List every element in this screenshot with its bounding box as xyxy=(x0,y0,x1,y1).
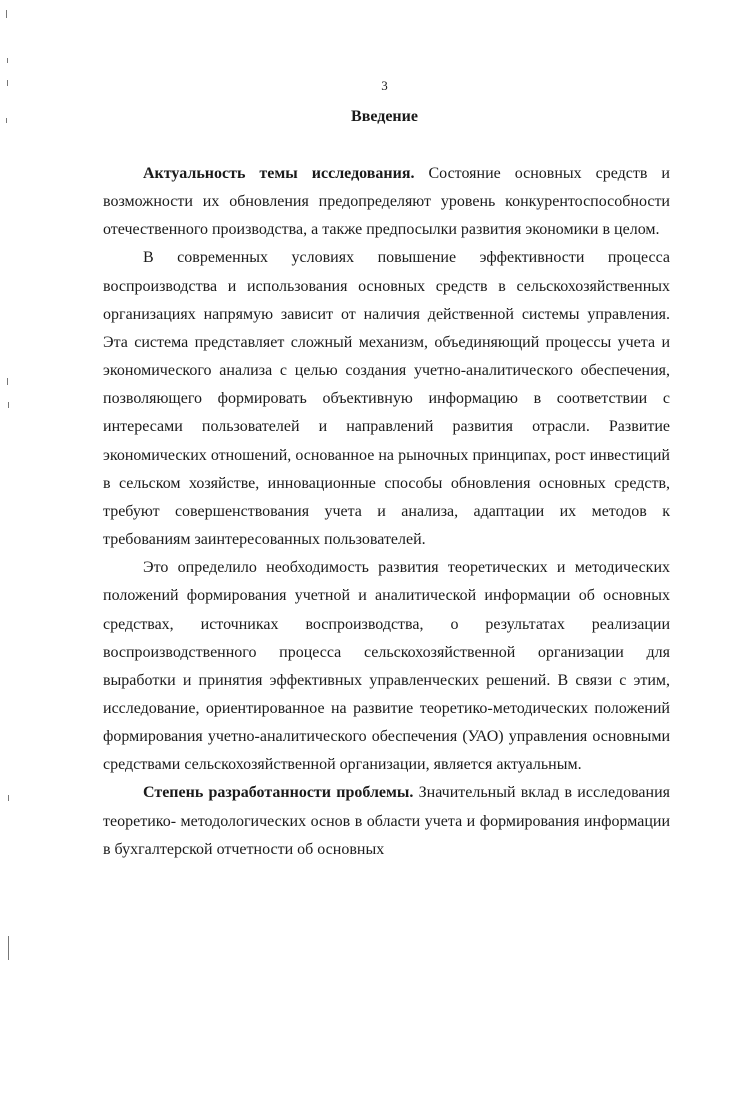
page-number: 3 xyxy=(381,78,388,93)
paragraph-text: Состояние основных средств и возможности их обновления предопределяют уровень конкурентоспособности отечественного производства, а также предпосылки развития экономики в целом. xyxy=(103,165,670,239)
paragraph-modern-conditions xyxy=(103,244,670,554)
paragraph-text: Это определило необходимость развития теоретических и методических положений формирования учетной и аналитической информации об основных средствах, источниках воспроизводства, о результатах реализации воспроизводственного процесса сельскохозяйственной организации для выработки и принятия эффективных управленческих решений. В связи с этим, исследование, ориентированное на развитие теоретико-методических положений формирования учетно-аналитического обеспечения (УАО) управления основными средствами сельскохозяйственной организации, является актуальным. xyxy=(103,559,670,774)
paragraph-necessity xyxy=(103,554,670,779)
paragraph-degree-of-development xyxy=(103,779,670,863)
document-body xyxy=(103,160,670,864)
paragraph-lead: Степень разработанности проблемы. xyxy=(143,784,414,802)
paragraph-lead: Актуальность темы исследования. xyxy=(143,165,415,182)
paragraph-text: Значительный вклад в исследования теоретико- методологических основ в области учета и формирования информации в бухгалтерской отчетности об основных xyxy=(103,784,670,858)
paragraph-text: В современных условиях повышение эффективности процесса воспроизводства и использования основных средств в сельскохозяйственных организациях напрямую зависит от наличия действенной системы управления. Эта система представляет сложный механизм, объединяющий процессы учета и экономического анализа с целью создания учетно-аналитического обеспечения, позволяющего формировать объективную информацию в соответствии с интересами пользователей и направлений развития отрасли. Развитие экономических отношений, основанное на рыночных принципах, рост инвестиций в сельском хозяйстве, инновационные способы обновления основных средств, требуют совершенствования учета и анализа, адаптации их методов к требованиям заинтересованных пользователей. xyxy=(103,249,670,549)
page-title: Введение xyxy=(351,108,418,125)
paragraph-relevance xyxy=(103,160,670,244)
